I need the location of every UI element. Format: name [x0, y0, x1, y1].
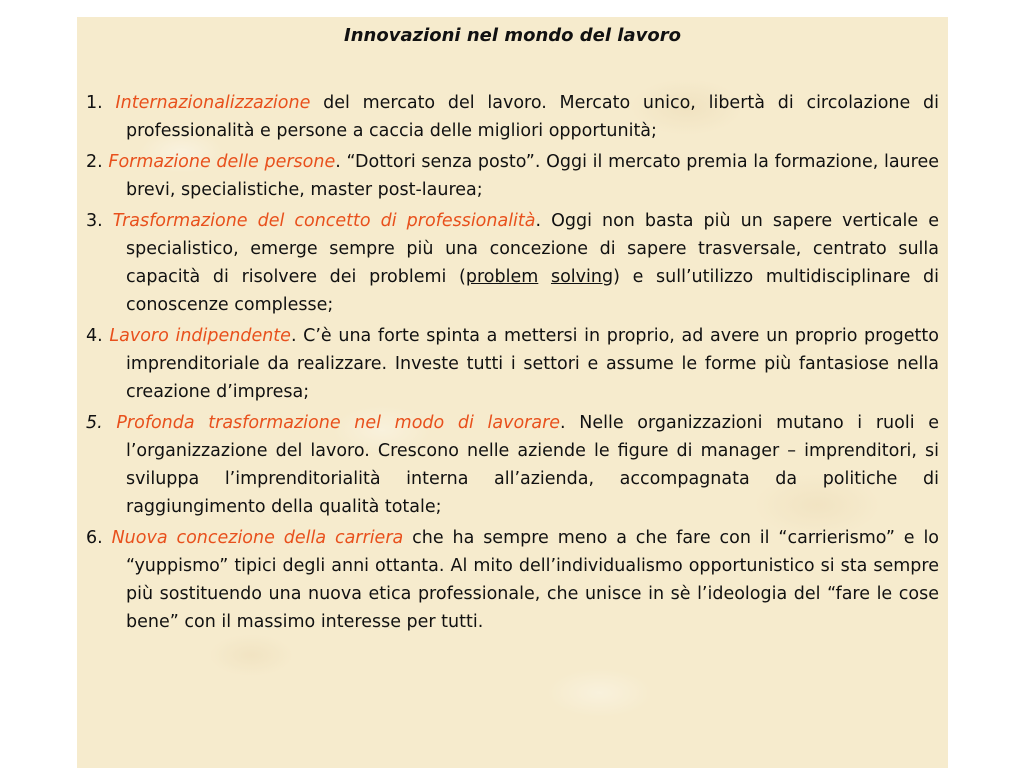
list-item-1	[86, 89, 939, 145]
item-highlight: Trasformazione del concetto di professionalità	[112, 211, 536, 231]
list-item-6	[86, 524, 939, 636]
list-item-4	[86, 322, 939, 406]
item-highlight: Nuova concezione della carriera	[111, 528, 404, 548]
underlined-term-problem: problem	[465, 267, 539, 287]
item-space	[538, 267, 551, 287]
item-text: . Nelle organizzazioni mutano i ruoli e l’organizzazione del lavoro. Crescono nelle aziende le figure di manager – imprenditori, si sviluppa l’imprenditorialità interna all’azienda, accompagnata da politiche di raggiungimento della qualità totale;	[126, 413, 939, 517]
item-text: che ha sempre meno a che fare con il “carrierismo” e lo “yuppismo” tipici degli anni ottanta. Al mito dell’individualismo opportunistico si sta sempre più sostituendo una nuova etica professionale, che unisce in sè l’ideologia del “fare le cose bene” con il massimo interesse per tutti.	[126, 528, 940, 632]
item-text: . C’è una forte spinta a mettersi in proprio, ad avere un proprio progetto imprenditoriale da realizzare. Investe tutti i settori e assume le forme più fantasiose nella creazione d’impresa;	[126, 326, 939, 402]
item-text: del mercato del lavoro. Mercato unico, libertà di circolazione di professionalità e persone a caccia delle migliori opportunità;	[126, 93, 939, 141]
item-highlight: Internazionalizzazione	[115, 93, 311, 113]
underlined-term-solving: solving	[550, 267, 614, 287]
item-number: 2.	[86, 152, 109, 172]
item-highlight: Formazione delle persone	[108, 152, 336, 172]
item-number: 1.	[86, 93, 116, 113]
item-number: 4.	[86, 326, 110, 346]
item-highlight: Lavoro indipendente	[109, 326, 291, 346]
list-item-3	[86, 207, 939, 319]
list-item-2	[86, 148, 939, 204]
slide-title: Innovazioni nel mondo del lavoro	[344, 25, 681, 46]
innovations-list	[86, 89, 939, 639]
item-text-end: ) e sull’utilizzo multidisciplinare di conoscenze complesse;	[126, 267, 939, 315]
item-number: 5.	[86, 413, 117, 433]
slide	[77, 17, 948, 768]
item-number: 3.	[86, 211, 113, 231]
item-text: . Oggi non basta più un sapere verticale e specialistico, emerge sempre più una concezione di sapere trasversale, centrato sulla capacità di risolvere dei problemi (	[126, 211, 939, 287]
item-text: . “Dottori senza posto”. Oggi il mercato premia la formazione, lauree brevi, specialistiche, master post-laurea;	[126, 152, 939, 200]
item-highlight: Profonda trasformazione nel modo di lavorare	[116, 413, 561, 433]
item-number: 6.	[86, 528, 112, 548]
list-item-5	[86, 409, 939, 521]
